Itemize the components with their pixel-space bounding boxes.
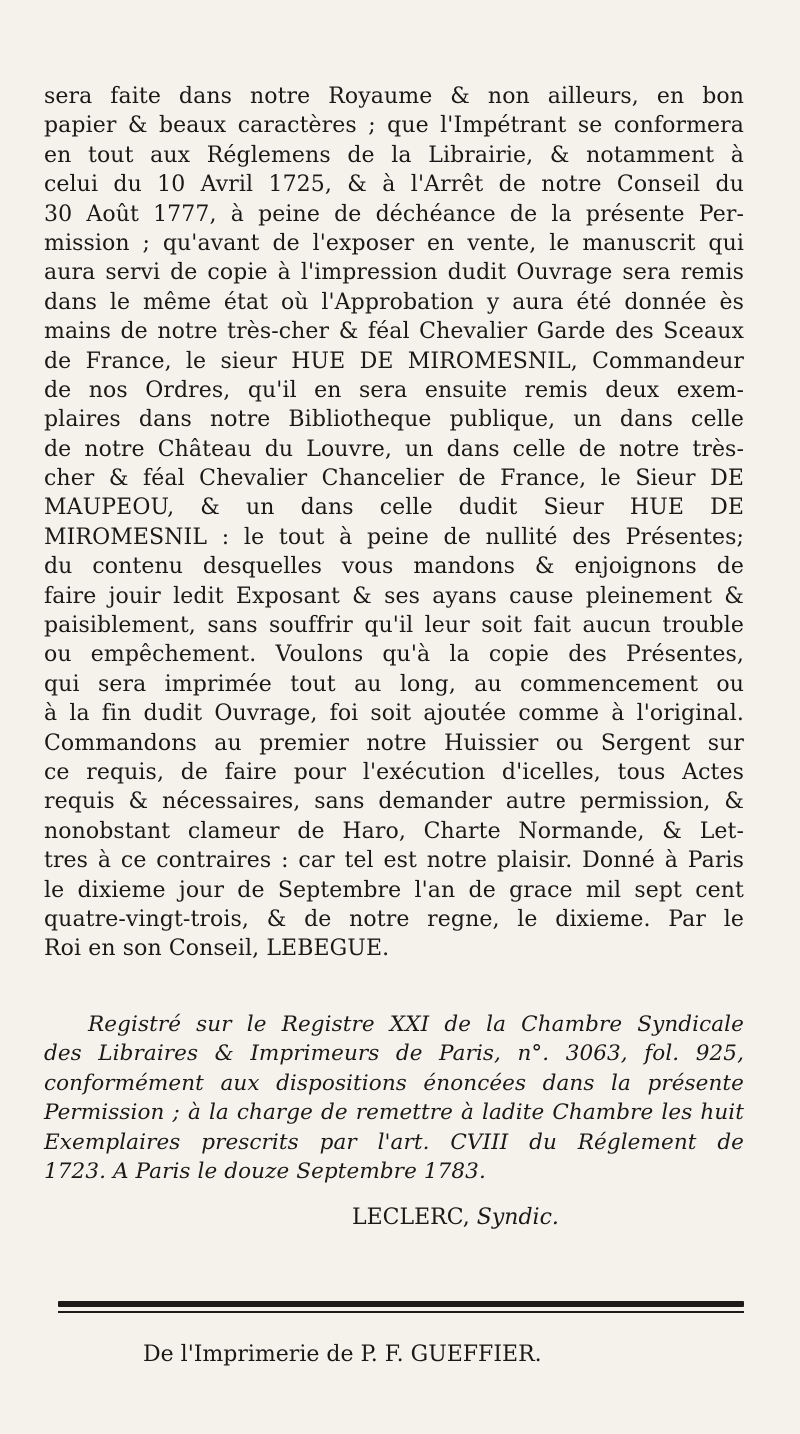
text-line: quatre-vingt-trois, & de notre regne, le dixieme. Par le <box>44 906 744 932</box>
text-line: MAUPEOU, & un dans celle dudit Sieur HUE DE <box>44 495 744 521</box>
text-line: ce requis, de faire pour l'exécution d'icelles, tous Actes <box>44 759 744 785</box>
registration-line: 1723. A Paris le douze Septembre 1783. <box>44 1158 486 1184</box>
text-line: aura servi de copie à l'impression dudit Ouvrage sera remis <box>44 260 744 286</box>
text-line: faire jouir ledit Exposant & ses ayans cause pleinement & <box>44 583 744 609</box>
text-line: en tout aux Réglemens de la Librairie, & notamment à <box>44 142 744 168</box>
text-line: requis & nécessaires, sans demander autre permission, & <box>44 789 744 815</box>
text-line: paisiblement, sans souffrir qu'il leur soit fait aucun trouble <box>44 613 744 639</box>
text-line: qui sera imprimée tout au long, au commencement ou <box>44 671 744 697</box>
text-line: dans le même état où l'Approbation y aura été donnée ès <box>44 289 744 315</box>
text-line: nonobstant clameur de Haro, Charte Normande, & Let- <box>44 818 744 844</box>
signatory-title: Syndic. <box>476 1205 559 1230</box>
registration-line: Registré sur le Registre XXI de la Chambre Syndicale <box>88 1012 744 1037</box>
text-line: papier & beaux caractères ; que l'Impétrant se conformera <box>44 113 744 139</box>
permission-text <box>44 82 744 964</box>
registration-line: conformément aux dispositions énoncées dans la présente <box>44 1070 744 1096</box>
rule-thick-line <box>58 1301 744 1307</box>
text-line: Commandons au premier notre Huissier ou Sergent sur <box>44 730 744 756</box>
text-line: mains de notre très-cher & féal Chevalier Garde des Sceaux <box>44 319 744 345</box>
registration-line: des Libraires & Imprimeurs de Paris, n°. 3063, fol. 925, <box>44 1041 744 1067</box>
text-line: 30 Août 1777, à peine de déchéance de la présente Per- <box>44 201 744 227</box>
text-line: Roi en son Conseil, LEBEGUE. <box>44 936 390 962</box>
rule-thin-line <box>58 1311 744 1313</box>
text-line: MIROMESNIL : le tout à peine de nullité des Présentes; <box>44 524 744 550</box>
registration-line: Permission ; à la charge de remettre à ladite Chambre les huit <box>44 1100 744 1126</box>
text-line: à la fin dudit Ouvrage, foi soit ajoutée comme à l'original. <box>44 701 744 727</box>
signature <box>352 1203 559 1233</box>
text-line: plaires dans notre Bibliotheque publique, un dans celle <box>44 407 744 433</box>
text-line: du contenu desquelles vous mandons & enjoignons de <box>44 554 744 580</box>
ornamental-rule <box>58 1301 744 1313</box>
registration-line: Exemplaires prescrits par l'art. CVIII du Réglement de <box>44 1129 744 1155</box>
text-line: de France, le sieur HUE DE MIROMESNIL, Commandeur <box>44 348 744 374</box>
signatory-name: LECLERC, <box>352 1205 470 1230</box>
registration-note <box>44 1010 744 1186</box>
text-line: celui du 10 Avril 1725, & à l'Arrêt de notre Conseil du <box>44 172 744 198</box>
printer-imprint: De l'Imprimerie de P. F. GUEFFIER. <box>143 1342 542 1367</box>
text-line: mission ; qu'avant de l'exposer en vente, le manuscrit qui <box>44 230 744 256</box>
text-line: cher & féal Chevalier Chancelier de France, le Sieur DE <box>44 466 744 492</box>
text-line: de notre Château du Louvre, un dans celle de notre très- <box>44 436 744 462</box>
text-line: le dixieme jour de Septembre l'an de grace mil sept cent <box>44 877 744 903</box>
text-line: tres à ce contraires : car tel est notre plaisir. Donné à Paris <box>44 848 744 874</box>
text-line: sera faite dans notre Royaume & non ailleurs, en bon <box>44 84 744 109</box>
text-line: de nos Ordres, qu'il en sera ensuite remis deux exem- <box>44 377 744 403</box>
text-line: ou empêchement. Voulons qu'à la copie des Présentes, <box>44 642 744 668</box>
